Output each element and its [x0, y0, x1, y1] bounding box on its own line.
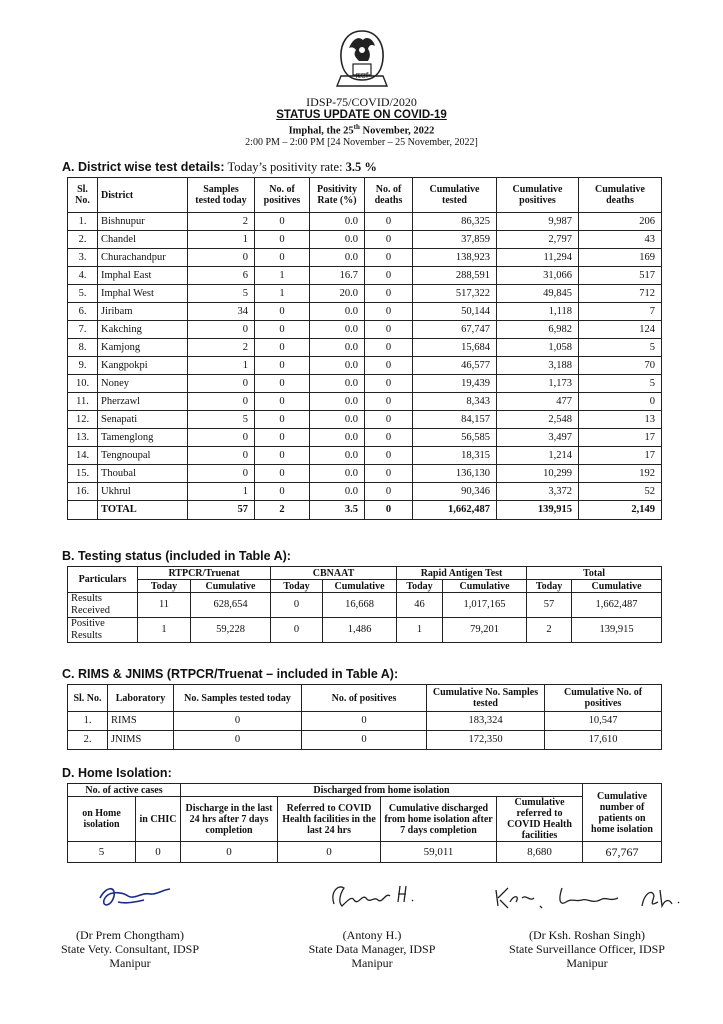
table-cell: 50,144	[413, 303, 497, 321]
table-cell: Ukhrul	[98, 483, 188, 501]
column-header: No. Samples tested today	[174, 685, 302, 712]
table-cell: 0	[188, 393, 255, 411]
table-cell: 124	[579, 321, 662, 339]
table-cell: 139,915	[572, 618, 662, 643]
sub-header: Cumulative	[191, 580, 271, 593]
signatory-place: Manipur	[109, 956, 151, 970]
table-cell: 0	[271, 618, 323, 643]
section-a-heading: A. District wise test details: Today’s positivity rate: 3.5 %	[62, 160, 377, 174]
table-cell: 0.0	[310, 447, 365, 465]
table-cell: 10.	[68, 375, 98, 393]
table-cell: 0	[365, 501, 413, 520]
column-header: Cumulative tested	[413, 178, 497, 213]
table-cell: 8,680	[497, 842, 583, 863]
table-cell: 1	[188, 357, 255, 375]
column-header: No. of deaths	[365, 178, 413, 213]
table-row	[68, 483, 662, 501]
table-cell: 59,228	[191, 618, 271, 643]
column-header: Cumulative positives	[497, 178, 579, 213]
table-cell: Kangpokpi	[98, 357, 188, 375]
table-cell: RIMS	[108, 712, 174, 731]
table-cell: 5	[579, 339, 662, 357]
table-header-row	[68, 178, 662, 213]
testing-status-table	[67, 566, 662, 643]
table-cell: Noney	[98, 375, 188, 393]
table-cell: Senapati	[98, 411, 188, 429]
table-cell: 17	[579, 429, 662, 447]
group-header: CBNAAT	[271, 567, 397, 580]
table-cell: 1.	[68, 712, 108, 731]
table-cell: 172,350	[427, 731, 545, 750]
table-cell: 9,987	[497, 213, 579, 231]
signatory-name: (Dr Prem Chongtham)	[76, 928, 184, 942]
table-row	[68, 712, 662, 731]
table-cell: 0	[365, 465, 413, 483]
table-row	[68, 267, 662, 285]
table-cell: 0	[255, 393, 310, 411]
table-cell: 3,497	[497, 429, 579, 447]
table-cell: 0	[579, 393, 662, 411]
table-cell: 0	[188, 447, 255, 465]
table-cell: 0.0	[310, 249, 365, 267]
table-cell: 43	[579, 231, 662, 249]
table-cell: Bishnupur	[98, 213, 188, 231]
signatory-1	[30, 928, 230, 970]
cumulative-patients-header: Cumulative number of patients on home isolation	[583, 784, 662, 842]
table-cell: 59,011	[381, 842, 497, 863]
group-header: RTPCR/Truenat	[138, 567, 271, 580]
table-cell: 2	[527, 618, 572, 643]
table-cell: 16.7	[310, 267, 365, 285]
table-cell: 2	[188, 213, 255, 231]
column-header: No. of positives	[302, 685, 427, 712]
table-row	[68, 213, 662, 231]
table-cell: 0.0	[310, 411, 365, 429]
sub-header: Today	[527, 580, 572, 593]
sub-header: Cumulative	[323, 580, 397, 593]
table-cell: 1	[397, 618, 443, 643]
column-header: Sl. No.	[68, 685, 108, 712]
table-cell: 3,188	[497, 357, 579, 375]
table-cell: 67,747	[413, 321, 497, 339]
table-cell: 1,662,487	[413, 501, 497, 520]
table-cell: 2.	[68, 731, 108, 750]
document-code: IDSP-75/COVID/2020	[306, 95, 417, 109]
table-cell: 0.0	[310, 465, 365, 483]
table-cell: 90,346	[413, 483, 497, 501]
table-cell: 16.	[68, 483, 98, 501]
table-cell: 0	[174, 731, 302, 750]
table-cell: 0	[255, 447, 310, 465]
table-cell: 5	[68, 842, 136, 863]
column-header: on Home isolation	[68, 797, 136, 842]
table-cell: 0	[365, 447, 413, 465]
row-label: Results Received	[68, 593, 138, 618]
table-cell: 0.0	[310, 303, 365, 321]
table-cell: 6,982	[497, 321, 579, 339]
table-cell: 0	[278, 842, 381, 863]
table-cell: Tengnoupal	[98, 447, 188, 465]
table-cell: 517,322	[413, 285, 497, 303]
table-cell: 13	[579, 411, 662, 429]
column-header: in CHIC	[136, 797, 181, 842]
table-cell: 0.0	[310, 339, 365, 357]
table-cell: 0	[365, 285, 413, 303]
sub-header: Today	[397, 580, 443, 593]
table-cell: 10,547	[545, 712, 662, 731]
table-cell: 0	[365, 231, 413, 249]
table-cell: 0.0	[310, 429, 365, 447]
table-cell: 0	[255, 321, 310, 339]
signature-roshan	[492, 880, 682, 914]
table-cell: 0	[255, 375, 310, 393]
table-cell: 34	[188, 303, 255, 321]
table-cell: 52	[579, 483, 662, 501]
table-row	[68, 321, 662, 339]
section-b-heading: B. Testing status (included in Table A):	[62, 549, 291, 563]
table-cell	[68, 501, 98, 520]
table-cell: 4.	[68, 267, 98, 285]
table-cell: 0	[181, 842, 278, 863]
table-cell: 9.	[68, 357, 98, 375]
column-header: Discharge in the last 24 hrs after 7 days completion	[181, 797, 278, 842]
table-cell: 1	[188, 231, 255, 249]
total-row	[68, 501, 662, 520]
table-cell: 20.0	[310, 285, 365, 303]
table-cell: Kamjong	[98, 339, 188, 357]
table-cell: 1,173	[497, 375, 579, 393]
table-cell: 0	[365, 303, 413, 321]
column-header: District	[98, 178, 188, 213]
signatory-title: State Vety. Consultant, IDSP	[60, 942, 199, 956]
table-cell: 0	[302, 712, 427, 731]
table-cell: 1,058	[497, 339, 579, 357]
table-cell: 11,294	[497, 249, 579, 267]
table-cell: 49,845	[497, 285, 579, 303]
table-cell: 15,684	[413, 339, 497, 357]
signatory-name: (Dr Ksh. Roshan Singh)	[529, 928, 645, 942]
table-cell: 0	[365, 411, 413, 429]
home-isolation-table	[67, 783, 662, 863]
table-cell: 0	[188, 249, 255, 267]
table-cell: 0.0	[310, 393, 365, 411]
table-row	[68, 303, 662, 321]
table-cell: 3,372	[497, 483, 579, 501]
table-cell: 1	[138, 618, 191, 643]
table-cell: 19,439	[413, 375, 497, 393]
table-cell: 6.	[68, 303, 98, 321]
table-cell: 2.	[68, 231, 98, 249]
table-cell: 192	[579, 465, 662, 483]
table-cell: 1,118	[497, 303, 579, 321]
table-cell: 57	[188, 501, 255, 520]
table-cell: 13.	[68, 429, 98, 447]
table-cell: 0.0	[310, 231, 365, 249]
table-row	[68, 429, 662, 447]
table-row	[68, 231, 662, 249]
table-cell: 0	[188, 429, 255, 447]
table-cell: 0.0	[310, 213, 365, 231]
signature-prem	[92, 880, 182, 914]
table-cell: 0	[255, 429, 310, 447]
table-cell: 14.	[68, 447, 98, 465]
table-cell: 15.	[68, 465, 98, 483]
table-cell: 0	[188, 375, 255, 393]
table-cell: 57	[527, 593, 572, 618]
table-cell: Jiribam	[98, 303, 188, 321]
table-cell: 1,486	[323, 618, 397, 643]
table-cell: 5	[579, 375, 662, 393]
table-cell: 6	[188, 267, 255, 285]
table-cell: 11	[138, 593, 191, 618]
table-cell: 517	[579, 267, 662, 285]
signatory-place: Manipur	[351, 956, 393, 970]
table-cell: 2,797	[497, 231, 579, 249]
table-cell: Chandel	[98, 231, 188, 249]
table-cell: 10,299	[497, 465, 579, 483]
place-date: Imphal, the 25th November, 2022	[288, 123, 435, 137]
table-cell: 2,149	[579, 501, 662, 520]
table-row	[68, 447, 662, 465]
table-cell: 84,157	[413, 411, 497, 429]
table-cell: 11.	[68, 393, 98, 411]
table-cell: 46	[397, 593, 443, 618]
table-cell: 1,017,165	[443, 593, 527, 618]
table-row	[68, 249, 662, 267]
table-cell: 2	[255, 501, 310, 520]
table-cell: 1	[255, 285, 310, 303]
row-label: Positive Results	[68, 618, 138, 643]
table-cell: 0	[365, 321, 413, 339]
group-header: Total	[527, 567, 662, 580]
table-cell: 31,066	[497, 267, 579, 285]
table-cell: 0	[365, 375, 413, 393]
table-cell: 0	[188, 321, 255, 339]
table-cell: 70	[579, 357, 662, 375]
signature-antony	[320, 878, 420, 914]
table-cell: 8.	[68, 339, 98, 357]
table-cell: 56,585	[413, 429, 497, 447]
table-cell: 0	[255, 249, 310, 267]
table-row	[68, 731, 662, 750]
table-cell: 0	[255, 303, 310, 321]
table-cell: 3.5	[310, 501, 365, 520]
sub-header: Today	[138, 580, 191, 593]
column-header: Cumulative referred to COVID Health facilities	[497, 797, 583, 842]
table-cell: Thoubal	[98, 465, 188, 483]
table-cell: 0	[255, 213, 310, 231]
table-cell: 0	[365, 429, 413, 447]
signatory-2	[272, 928, 472, 970]
table-cell: 0	[365, 267, 413, 285]
table-cell: 0	[365, 483, 413, 501]
table-cell: JNIMS	[108, 731, 174, 750]
column-header: Sl. No.	[68, 178, 98, 213]
table-cell: 0	[365, 339, 413, 357]
table-cell: 1.	[68, 213, 98, 231]
table-cell: Imphal West	[98, 285, 188, 303]
table-cell: 0.0	[310, 321, 365, 339]
table-cell: 1,662,487	[572, 593, 662, 618]
table-cell: Churachandpur	[98, 249, 188, 267]
active-cases-header: No. of active cases	[68, 784, 181, 797]
table-cell: Pherzawl	[98, 393, 188, 411]
table-cell: 0	[255, 465, 310, 483]
table-cell: 0	[365, 249, 413, 267]
document-title: STATUS UPDATE ON COVID-19	[276, 109, 447, 121]
table-cell: 712	[579, 285, 662, 303]
table-cell: 0.0	[310, 483, 365, 501]
table-row	[68, 375, 662, 393]
table-cell: 18,315	[413, 447, 497, 465]
table-cell: 0	[302, 731, 427, 750]
signatory-3	[487, 928, 687, 970]
table-cell: 183,324	[427, 712, 545, 731]
table-row	[68, 593, 662, 618]
table-cell: 17,610	[545, 731, 662, 750]
table-cell: 169	[579, 249, 662, 267]
table-cell: 206	[579, 213, 662, 231]
table-cell: 477	[497, 393, 579, 411]
column-header: No. of positives	[255, 178, 310, 213]
sub-header: Cumulative	[443, 580, 527, 593]
column-header: Cumulative No. of positives	[545, 685, 662, 712]
table-cell: 628,654	[191, 593, 271, 618]
table-cell: 5.	[68, 285, 98, 303]
table-cell: 288,591	[413, 267, 497, 285]
table-cell: 0.0	[310, 375, 365, 393]
table-cell: 46,577	[413, 357, 497, 375]
table-cell: 1	[255, 267, 310, 285]
column-header: Cumulative No. Samples tested	[427, 685, 545, 712]
sub-header: Cumulative	[572, 580, 662, 593]
table-cell: Kakching	[98, 321, 188, 339]
table-cell: 0.0	[310, 357, 365, 375]
district-test-table	[67, 177, 662, 520]
table-cell: 5	[188, 285, 255, 303]
table-row	[68, 357, 662, 375]
reporting-period: 2:00 PM – 2:00 PM [24 November – 25 November, 2022]	[245, 137, 478, 148]
table-cell: TOTAL	[98, 501, 188, 520]
table-cell: 7.	[68, 321, 98, 339]
table-cell: 16,668	[323, 593, 397, 618]
column-header: Positivity Rate (%)	[310, 178, 365, 213]
table-cell: 0	[136, 842, 181, 863]
table-row	[68, 618, 662, 643]
table-cell: 0	[365, 213, 413, 231]
table-cell: 79,201	[443, 618, 527, 643]
table-cell: 8,343	[413, 393, 497, 411]
table-row	[68, 285, 662, 303]
table-cell: 12.	[68, 411, 98, 429]
signatory-name: (Antony H.)	[342, 928, 402, 942]
column-header: Referred to COVID Health facilities in the last 24 hrs	[278, 797, 381, 842]
group-header: Rapid Antigen Test	[397, 567, 527, 580]
emblem-text: ꯃꯅꯤ	[355, 72, 369, 80]
table-cell: 2	[188, 339, 255, 357]
table-cell: 5	[188, 411, 255, 429]
table-cell: 0	[255, 483, 310, 501]
signatory-title: State Data Manager, IDSP	[308, 942, 436, 956]
table-cell: 0	[188, 465, 255, 483]
table-cell: 67,767	[583, 842, 662, 863]
table-cell: 17	[579, 447, 662, 465]
table-cell: 0	[365, 393, 413, 411]
table-cell: 2,548	[497, 411, 579, 429]
table-cell: 136,130	[413, 465, 497, 483]
column-header: Cumulative discharged from home isolation after 7 days completion	[381, 797, 497, 842]
table-cell: 0	[174, 712, 302, 731]
table-row	[68, 411, 662, 429]
table-cell: Tamenglong	[98, 429, 188, 447]
table-row	[68, 339, 662, 357]
table-cell: 1	[188, 483, 255, 501]
table-cell: 139,915	[497, 501, 579, 520]
table-row	[68, 393, 662, 411]
table-cell: 0	[365, 357, 413, 375]
table-cell: 138,923	[413, 249, 497, 267]
column-header: Cumulative deaths	[579, 178, 662, 213]
section-c-heading: C. RIMS & JNIMS (RTPCR/Truenat – included in Table A):	[62, 667, 399, 681]
column-header: Samples tested today	[188, 178, 255, 213]
column-header: Laboratory	[108, 685, 174, 712]
discharged-header: Discharged from home isolation	[181, 784, 583, 797]
table-cell: 7	[579, 303, 662, 321]
signatory-title: State Surveillance Officer, IDSP	[509, 942, 665, 956]
particulars-header: Particulars	[68, 567, 138, 593]
table-row	[68, 465, 662, 483]
table-cell: 0	[255, 411, 310, 429]
table-cell: Imphal East	[98, 267, 188, 285]
table-cell: 86,325	[413, 213, 497, 231]
sub-header: Today	[271, 580, 323, 593]
table-cell: 0	[271, 593, 323, 618]
table-cell: 1,214	[497, 447, 579, 465]
rims-jnims-table	[67, 684, 662, 750]
table-row	[68, 842, 662, 863]
table-cell: 3.	[68, 249, 98, 267]
table-cell: 0	[255, 357, 310, 375]
table-cell: 37,859	[413, 231, 497, 249]
table-cell: 0	[255, 231, 310, 249]
table-cell: 0	[255, 339, 310, 357]
section-d-heading: D. Home Isolation:	[62, 766, 172, 780]
signatory-place: Manipur	[566, 956, 608, 970]
